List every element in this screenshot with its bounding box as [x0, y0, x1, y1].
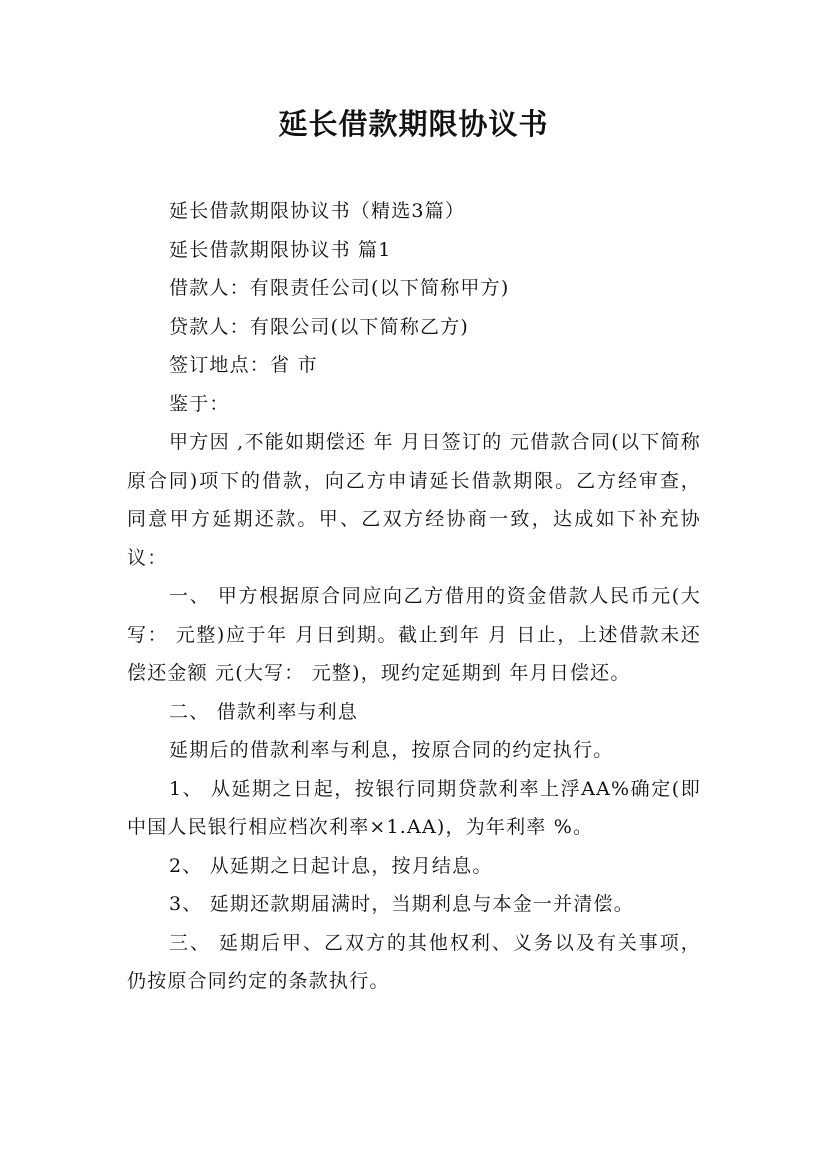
paragraph-borrower: 借款人：有限责任公司(以下简称甲方) [169, 277, 510, 299]
document-title: 延长借款期限协议书 [278, 107, 549, 141]
paragraph-clause-2-body: 延期后的借款利率与利息，按原合同的约定执行。 [169, 739, 614, 761]
paragraph-clause-3: 三、 延期后甲、乙双方的其他权利、义务以及有关事项，仍按原合同约定的条款执行。 [127, 931, 701, 992]
paragraph-clause-2-item-1: 1、 从延期之日起，按银行同期贷款利率上浮AA%确定(即中国人民银行相应档次利率×1.AA)，为年利率 %。 [127, 777, 701, 838]
paragraph-subtitle: 延长借款期限协议书（精选3篇） [169, 200, 466, 222]
paragraph-clause-2-item-2: 2、 从延期之日起计息，按月结息。 [169, 854, 493, 877]
paragraph-clause-1: 一、 甲方根据原合同应向乙方借用的资金借款人民币元(大写： 元整)应于年 月日到期。截止到年 月 日止，上述借款未还偿还金额 元(大写： 元整)，现约定延期到 年月日偿还。 [127, 585, 701, 684]
paragraph-clause-2-item-3: 3、 延期还款期届满时，当期利息与本金一并清偿。 [169, 893, 634, 915]
paragraph-clause-2-heading: 二、 借款利率与利息 [169, 700, 359, 723]
paragraph-preamble: 甲方因 ,不能如期偿还 年 月日签订的 元借款合同(以下简称原合同)项下的借款，向乙方申请延长借款期限。乙方经审查，同意甲方延期还款。甲、乙双方经协商一致，达成如下补充协议： [127, 431, 701, 569]
paragraph-section-heading: 延长借款期限协议书 篇1 [169, 238, 392, 261]
paragraph-whereas: 鉴于： [169, 392, 230, 415]
document-body [127, 192, 701, 1001]
paragraph-lender: 贷款人：有限公司(以下简称乙方) [169, 315, 470, 338]
paragraph-signing-place: 签订地点：省 市 [169, 354, 318, 376]
